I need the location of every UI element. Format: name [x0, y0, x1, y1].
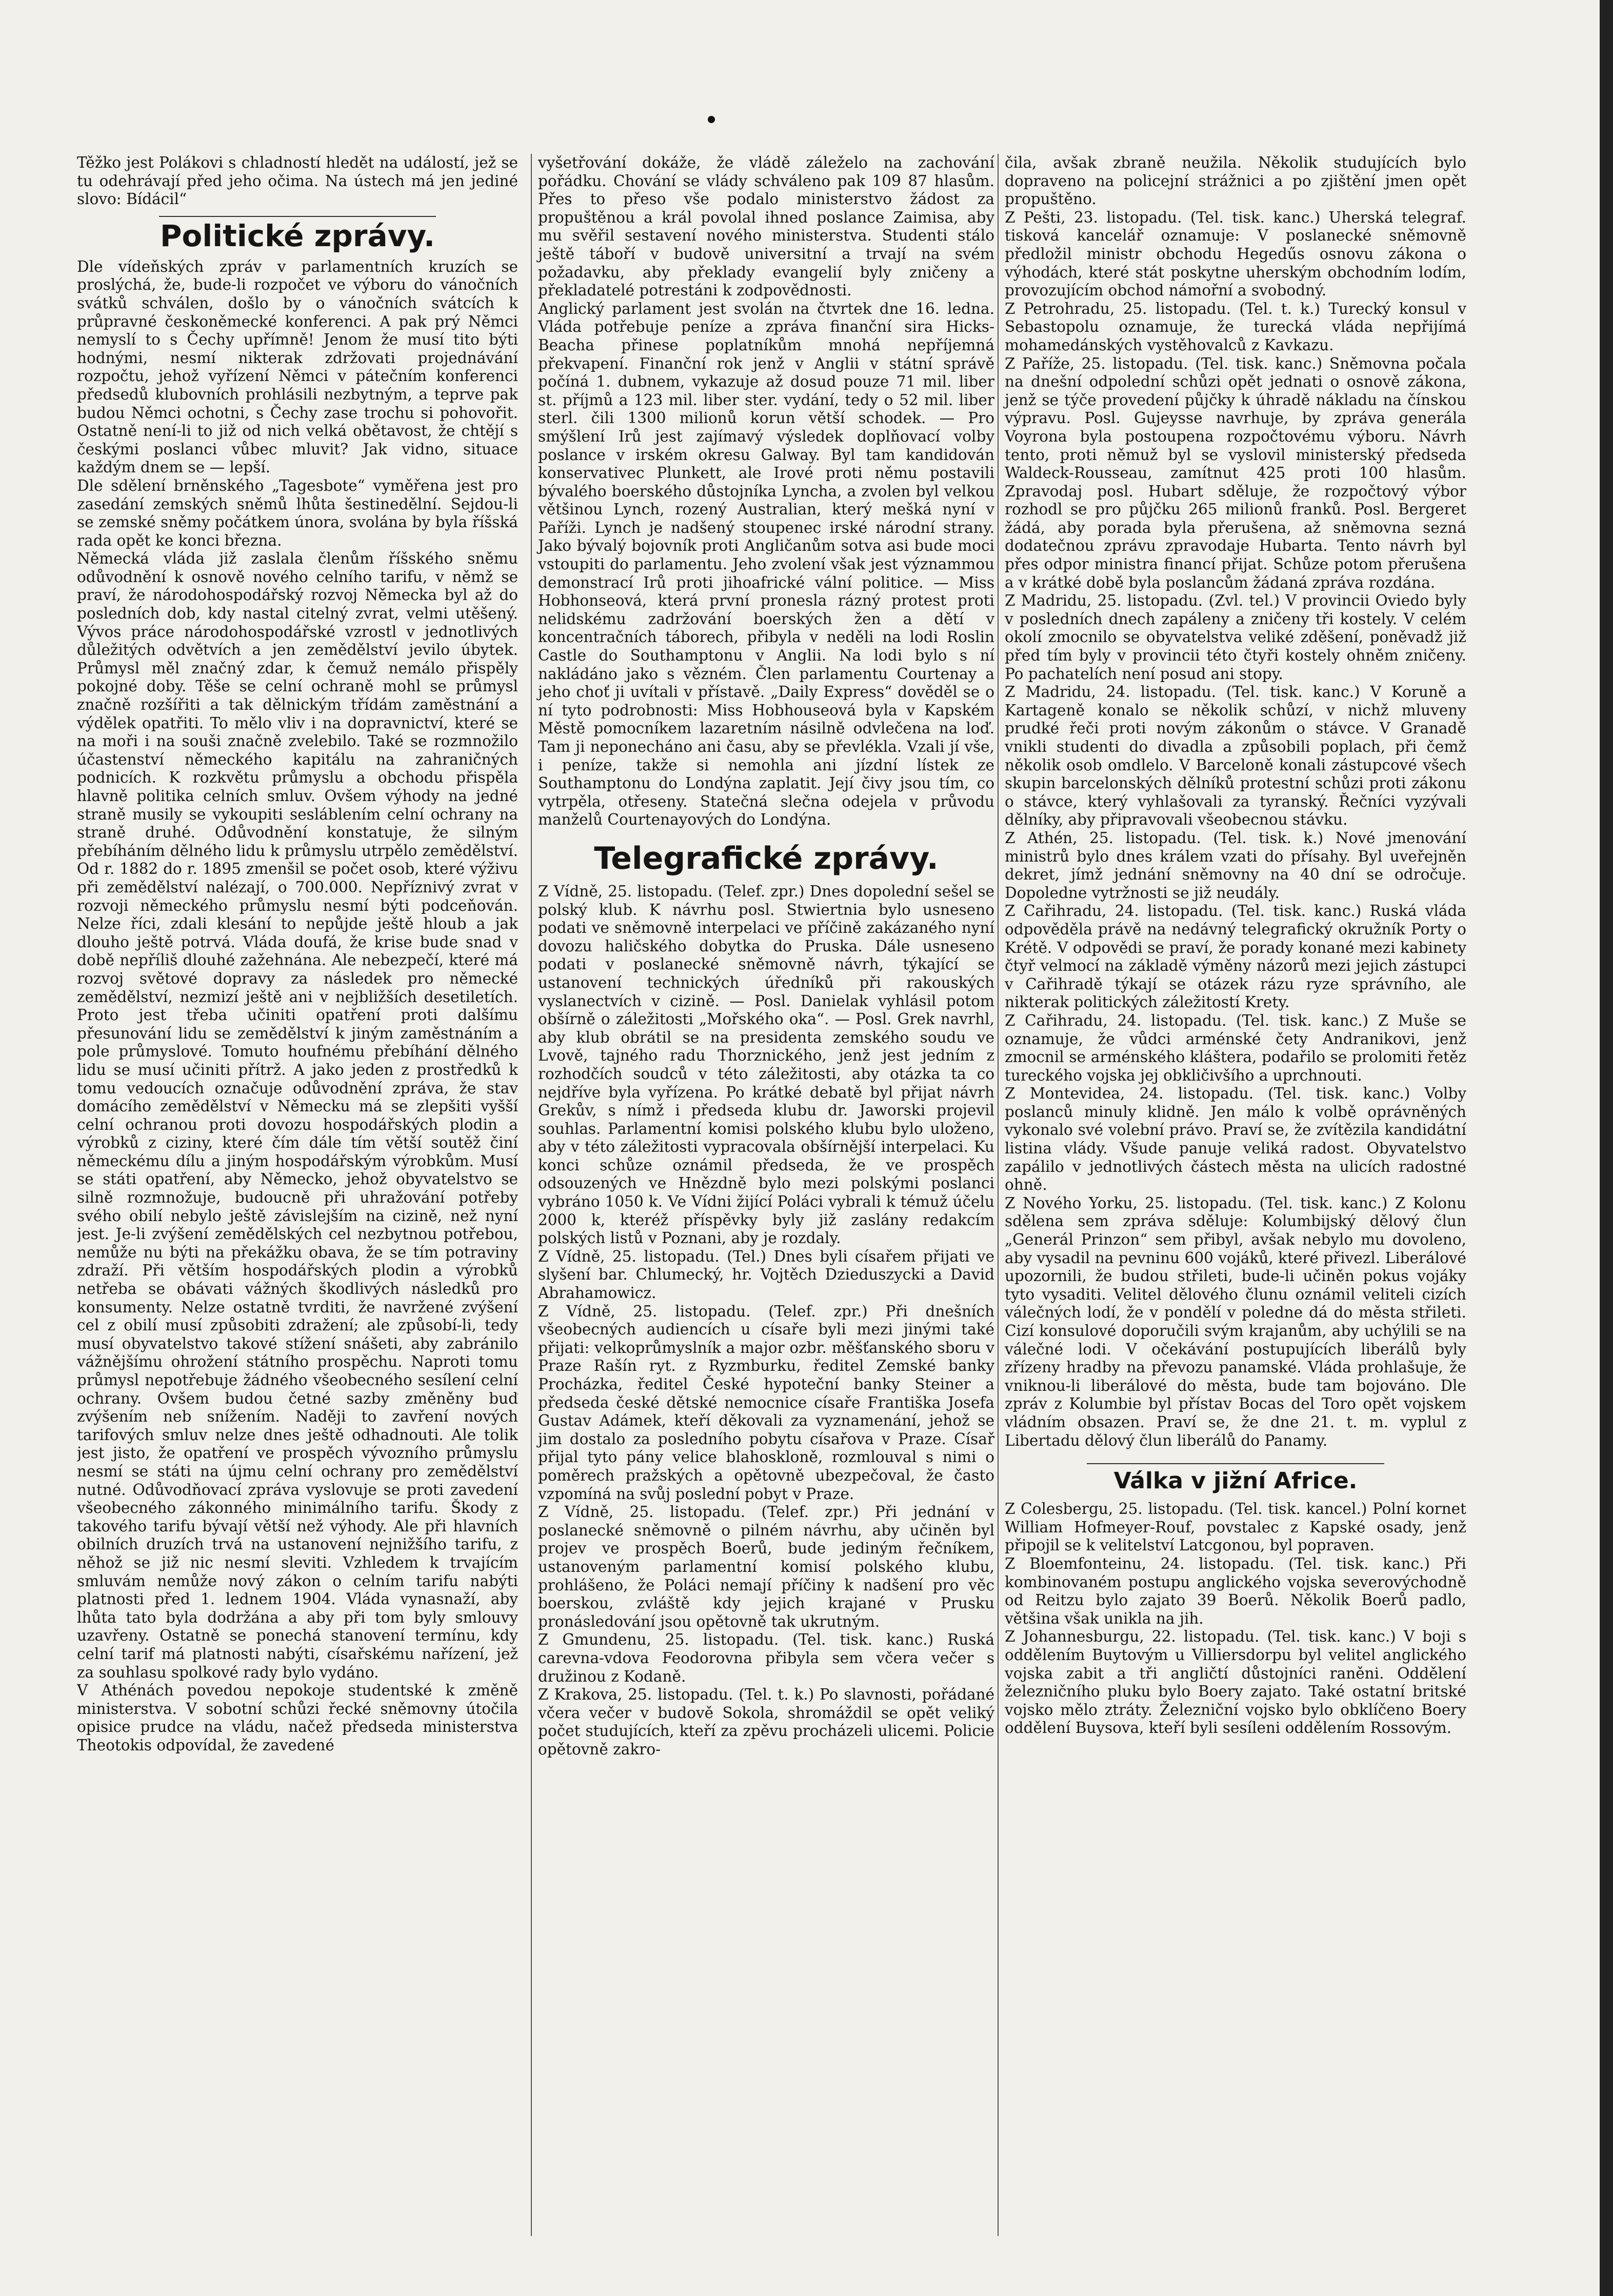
telegram-paragraph: Z Krakova, 25. listopadu. (Tel. t. k.) Po slavnosti, pořádané včera večer v budově Sokola, shromáždil se opět veliký počet studujících, kteří za zpěvu procházeli ulicemi. Policie opětovně zakro-	[538, 1686, 994, 1758]
war-paragraph: Z Colesbergu, 25. listopadu. (Tel. tisk. kancel.) Polní kornet William Hofmeyer-Rouf, povstalec z Kapské osady, jenž připojil se k velitelství Latcgonou, byl popraven.	[1005, 1500, 1466, 1554]
telegram-paragraph: Z Madridu, 25. listopadu. (Zvl. tel.) V provincii Oviedo byly v posledních dnech zapáleny a zničeny tři kostely. V celém okolí zmocnilo se obyvatelstva veliké zděšení, poněvadž již před tím byly v provincii této čtyři kostely ohněm zničeny. Po pachatelích není posud ani stopy.	[1005, 592, 1466, 683]
telegram-paragraph: Z Vídně, 25. listopadu. (Telef. zpr.) Při jednání v poslanecké sněmovně o pilném návrhu, aby učiněn byl projev ve prospěch Boerů, bude jediným řečníkem, ustanoveným parlamentní komisí polského klubu, prohlášeno, že Poláci nemají příčiny k nadšení pro věc boerskou, zvláště kdy jejich krajané v Prusku pronásledování jsou opětovně tak ukrutným.	[538, 1503, 994, 1630]
telegram-paragraph: čila, avšak zbraně neužila. Několik studujících bylo dopraveno na policejní strážnici a po zjištění jmen opět propuštěno.	[1005, 154, 1466, 208]
intro-paragraph: Těžko jest Polákovi s chladností hledět na událostí, jež se tu odehrávají před jeho očima. Na ústech má jen jediné slovo: Bídácil“	[77, 154, 518, 208]
article-paragraph: Německá vláda již zaslala členům říšského sněmu odůvodnění k osnově nového celního tarifu, v němž se praví, že národohospodářský rozvoj Německa byl až do posledních dob, kdy nastal citelný zvrat, velmi utěšený. Vývos práce národohospodářské vzrostl v jednotlivých důležitých odvětvích a jen zemědělství jevilo úbytek. Průmysl měl značný zdar, k čemuž nemálo přispěly pokojné doby. Těše se celní ochraně mohl se průmysl značně rozšířiti a tak dělnickým třídám zaměstnání a výdělek opatřiti. To mělo vliv i na dopravnictví, které se na moři i na souši značně zvelebilo. Také se rozmnožilo účastenství německého kapitálu na zahraničných podnicích. K rozkvětu průmyslu a obchodu přispěla hlavně politika celních smluv. Ovšem výhody na jedné straně musily se vykoupiti sesláblením celní ochrany na straně druhé. Odůvodnění konstatuje, že silným přebíháním dělného lidu k průmyslu utrpělo zemědělství. Od r. 1882 do r. 1895 zmenšil se počet osob, které výživu při zemědělství nalézají, o 700.000. Nepříznivý zvrat v rozvoji německého průmyslu nesmí býti podceňován. Nelze říci, zdali klesání to nepůjde ještě hloub a jak dlouho ještě potrvá. Vláda doufá, že krise bude snad v době nepříliš dlouhé zažehnána. Ale nebezpečí, které má rozvoj světové dopravy za následek pro německé zemědělství, nezmizí ještě ani v nejbližších desetiletích. Proto jest třeba učiniti opatření proti dalšímu přesunování lidu se zemědělství k jiným zaměstnáním a pole průmyslové. Tomuto houfnému přebíhání dělného lidu se musí učiniti přítrž. A jako jeden z prostředků k tomu vedoucích označuje odůvodnění zpráva, že stav domácího zemědělství v Německu má se zlepšiti vyšší celní ochranou proti dovozu hospodářských plodin a výrobků z ciziny, které čím dále tím větší soutěž činí německému dílu a jiným hospodářským výrobkům. Musí se státi opatření, aby Německo, jehož obyvatelstvo se silně rozmnožuje, budoucně při uhražování potřeby svého obilí nebylo ještě závislejším na cizině, než nyní jest. Je-li zvýšení zemědělských cel nezbytnou potřebou, nemůže nu býti na překážku obava, že se tím potraviny zdraží. Při větším hospodářských plodin a výrobků netřeba se obávati vážných škodlivých následků pro konsumenty. Nelze ostatně tvrditi, že navržené zvýšení cel z obilí musí způsobiti zdražení; ale způsobí-li, tedy musí obyvatelstvo takové stížení snášeti, aby zabránilo vážnějšímu ohrožení státního prospěchu. Naproti tomu průmysl nepotřebuje žádného všeobecného sesílení celní ochrany. Ovšem budou četné sazby změněny buď zvýšením neb snížením. Naději to zavření nových tarifových smluv nelze dnes ještě odhadnouti. Ale tolik jest jisto, že opatření ve prospěch vývozního průmyslu nesmí se státi na újmu celní ochrany pro zemědělství nutné. Odůvodňovací zpráva vyslovuje se proti zavedení všeobecného zákonného minimálního tarifu. Škody z takového tarifu bývají větší než výhody. Ale při hlavních obilních druzích trvá na ustanovení nejnižšího tarifu, z něhož se již nic nesmí sleviti. Vzhledem k trvajícím smluvám nemůže nový zákon o celním tarifu nabýti platnosti před 1. lednem 1904. Vláda vynasnaží, aby lhůta tato byla dodržána a aby při tom byly smlouvy uzavřeny. Ostatně se ponechá stanovení termínu, kdy celní tarif má platnosti nabýti, císařskému nařízení, jež za souhlasu spolkové rady bylo vydáno.	[77, 550, 518, 1681]
telegram-paragraph: Z Cařihradu, 24. listopadu. (Tel. tisk. kanc.) Z Muše se oznamuje, že vůdci arménské čety Andranikovi, jenž zmocnil se arménského kláštera, podařilo se prolomiti řetěz tureckého vojska jej obkličivšího a uprchnouti.	[1005, 1011, 1466, 1084]
article-paragraph: Dle vídeňských zpráv v parlamentních kruzích se proslýchá, že, bude-li rozpočet ve výboru do vánočních svátků schválen, došlo by o vánočních svátcích k průpravné českoněmecké konferenci. A pak prý Němci nemyslí to s Čechy upřímně! Jenom že musí tito býti hodnými, nesmí nikterak zdržovati projednávání rozpočtu, jehož vyřízení Němci v pátečním konferenci předsedů klubovních prohlásili nezbytným, a teprve pak budou Němci ochotni, s Čechy zase trochu si pohovořit. Ostatně není-li to již od nich velká obětavost, že chtějí s českými poslanci vůbec mluvit? Jak vidno, situace každým dnem se — lepší.	[77, 257, 518, 476]
telegram-paragraph: Z Vídně, 25. listopadu. (Telef. zpr.) Při dnešních všeobecných audiencích u císaře byli mezi jinými také přijati: velkoprůmyslník a major ozbr. měšťanského sboru v Praze Rašín ryt. z Ryzmburku, ředitel Zemské banky Procházka, ředitel České hypoteční banky Steiner a předseda české dětské nemocnice císaře Františka Josefa Gustav Adámek, kteří děkovali za vyznamenání, jehož se jim dostalo za posledního pobytu císařova v Praze. Císař přijal tyto pány velice blahoskloně, rozmlouval s nimi o poměrech pražských a opětovně ubezpečoval, že často vzpomíná na svůj poslední pobyt v Praze.	[538, 1302, 994, 1503]
ink-dot	[708, 116, 715, 123]
telegram-paragraph: Z Vídně, 25. listopadu. (Telef. zpr.) Dnes dopolední sešel se polský klub. K návrhu posl. Stwiertnia bylo usneseno podati ve sněmovně interpelaci ve příčině zakázaného nyní dovozu haličského dobytka do Pruska. Dále usneseno podati v poslanecké sněmovně návrh, týkající se ustanovení technických úředníků při rakouských vyslanectvích v cizině. — Posl. Danielak vyhlásil potom obšírně o záležitosti „Mořského oka“. — Posl. Grek navrhl, aby klub obrátil se na presidenta zemského soudu ve Lvově, tajného radu Thorznického, jenž jest jedním z rozhodčích soudců v této záležitosti, aby otázka ta co nejdříve byla vyřízena. Po krátké debatě byl přijat návrh Grekův, s nímž i předseda klubu dr. Jaworski projevil souhlas. Parlamentní komisi polského klubu bylo uloženo, aby v této záležitosti vypracovala obšírnější interpelaci. Ku konci schůze oznámil předseda, že ve prospěch odsouzených ve Hnězdně bylo mezi polskými poslanci vybráno 1050 k. Ve Vídni žijící Poláci vybrali k témuž účelu 2000 k, kteréž příspěvky byly již zaslány redakcím polských listů v Poznani, aby je rozdaly.	[538, 882, 994, 1247]
telegram-paragraph: Z Gmundenu, 25. listopadu. (Tel. tisk. kanc.) Ruská carevna-vdova Feodorovna přibyla sem včera večer s družinou z Kodaně.	[538, 1631, 994, 1685]
article-paragraph: Anglický parlament jest svolán na čtvrtek dne 16. ledna. Vláda potřebuje peníze a zpráva finanční sira Hicks-Beacha přinese poplatníkům mnohá nepříjemná překvapení. Finanční rok jenž v Anglii v státní správě počíná 1. dubnem, vykazuje až dosud pouze 71 mil. liber st. příjmů a 123 mil. liber ster. vydání, tedy o 52 mil. liber sterl. čili 1300 milionů korun větší schodek. — Pro smýšlení Irů jest zajímavý výsledek doplňovací volby poslance v irském okresu Galway. Byl tam kandidován konservativec Plunkett, ale Irové proti němu postavili bývalého boerského důstojníka Lyncha, a zvolen byl velkou většinou Lynch, rozený Australian, který mešká nyní v Paříži. Lynch je nadšený stoupenec irské národní strany. Jako bývalý bojovník proti Angličanům sotva asi bude moci vstoupiti do parlamentu. Jeho zvolení však jest význammou demonstrací Irů proti jihoafrické vální politice. — Miss Hobhonseová, která první pronesla rázný protest proti nelidskému zadržování boerských žen a dětí v koncentračních táborech, přibyla v neděli na lodi Roslin Castle do Southamptonu v Anglii. Na lodi bylo s ní nakládáno jako s vězném. Člen parlamentu Courtenay a jeho choť ji uvítali v přístavě. „Daily Express“ dověděl se o ní tyto podrobnosti: Miss Hobhouseová byla v Kapském Městě pomocníkem lazaretním násilně odvlečena na loď. Tam ji neponecháno ani času, aby se převlékla. Vzali jí vše, i peníze, takže si nemohla ani jízdní lístek ze Southamptonu do Londýna zaplatit. Její čivy jsou tím, co vytrpěla, otřeseny. Statečná slečna odejela v průvodu manželů Courtenayových do Londýna.	[538, 300, 994, 829]
telegram-paragraph: Z Petrohradu, 25. listopadu. (Tel. t. k.) Turecký konsul v Sebastopolu oznamuje, že turecká vláda nepřijímá mohamedánských vystěhovalců z Kavkazu.	[1005, 300, 1466, 354]
telegram-paragraph: Z Cařihradu, 24. listopadu. (Tel. tisk. kanc.) Ruská vláda odpověděla právě na nedávný telegrafický okružník Porty o Krétě. V odpovědi se praví, že porady konané mezi kabinety čtyř velmocí na základě výměny názorů mezi jejich zástupci v Cařihradě týkají se otázek rázu ryze správního, ale nikterak politických záležitostí Krety.	[1005, 902, 1466, 1011]
article-paragraph: Dle sdělení brněnského „Tagesbote“ vyměřena jest pro zasedání zemských sněmů lhůta šestinedělní. Sejdou-li se zemské sněmy počátkem února, svolána by byla říšská rada opět ke konci března.	[77, 476, 518, 549]
section-title-valka: Válka v jižní Africe.	[1087, 1463, 1384, 1495]
section-title-telegraficke: Telegrafické zprávy.	[594, 840, 939, 876]
column-2	[531, 154, 994, 2236]
section-title-politicke: Politické zprávy.	[159, 216, 436, 253]
article-paragraph: vyšetřování dokáže, že vládě záleželo na zachování pořádku. Chování se vlády schváleno pak 109 87 hlasům. Přes to přeso vše podalo ministerstvo žádost za propuštěnou a král povolal ihned poslance Zaimisa, aby mu svěřil sestavení nového ministerstva. Studenti stálo ještě táboří v budově universitní a trvají na svém požadavku, aby překlady evangelií byly zničeny a překladatelé potrestáni k zodpovědnosti.	[538, 154, 994, 300]
telegram-paragraph: Z Pešti, 23. listopadu. (Tel. tisk. kanc.) Uherská telegraf. tisková kancelář oznamuje: V poslanecké sněmovně předložil ministr obchodu Hegedűs osnovu zákona o výhodách, které stát poskytne uherským obchodním lodím, provozujícím obchod námořní a svobodný.	[1005, 208, 1466, 300]
column-3	[998, 154, 1466, 2236]
telegram-paragraph: Z Montevidea, 24. listopadu. (Tel. tisk. kanc.) Volby poslanců minuly klidně. Jen málo k volbě oprávněných vykonalo své volební právo. Praví se, že zvítězila kandidátní listina vlády. Všude panuje veliká radost. Obyvatelstvo zapálilo v jednotlivých částech města na ulicích radostné ohně.	[1005, 1085, 1466, 1194]
telegram-paragraph: Z Athén, 25. listopadu. (Tel. tisk. k.) Nové jmenování ministrů bylo dnes králem vzati do přísahy. Byl uveřejněn dekret, jímž jednání sněmovny na 40 dní se odročuje. Dopoledne vytržnosti se již neudály.	[1005, 829, 1466, 902]
war-paragraph: Z Bloemfonteinu, 24. listopadu. (Tel. tisk. kanc.) Při kombinovaném postupu anglického vojska severovýchodně od Reitzu bylo zajato 39 Boerů. Několik Boerů padlo, většina však unikla na jih.	[1005, 1554, 1466, 1627]
telegram-paragraph: Z Paříže, 25. listopadu. (Tel. tisk. kanc.) Sněmovna počala na dnešní odpolední schůzi opět jednati o osnově zákona, jenž se týče provedení půjčky k úhradě nákladu na čínskou výpravu. Posl. Gujeysse navrhuje, by zpráva generála Voyrona byla postoupena rozpočtovému výboru. Návrh tento, proti němuž byl se vyslovil ministerský předseda Waldeck-Rousseau, zamítnut 425 proti 100 hlasům. Zpravodaj posl. Hubart sděluje, že rozpočtový výbor rozhodl se pro půjčku 265 milionů franků. Posl. Bergeret žádá, aby porada byla přerušena, až sněmovna sezná dodatečnou zprávu zpravodaje Hubarta. Tento návrh byl přes odpor ministra financí přijat. Schůze potom přerušena a v krátké době byla poslancům žádaná zpráva rozdána.	[1005, 354, 1466, 591]
column-1	[77, 154, 518, 2236]
war-paragraph: Z Johannesburgu, 22. listopadu. (Tel. tisk. kanc.) V boji s oddělením Buytovým u Villiersdorpu byl velitel anglického vojska zabit a tři angličtí důstojníci raněni. Oddělení železničního pluku bylo Boery zajato. Také ostatní britské vojsko mělo ztráty. Železniční vojsko bylo obklíčeno Boery oddělení Buysova, kteří byli sesíleni oddělením Rossovým.	[1005, 1628, 1466, 1737]
telegram-paragraph: Z Vídně, 25. listopadu. (Tel.) Dnes byli císařem přijati ve slyšení bar. Chlumecký, hr. Vojtěch Dzieduszycki a David Abrahamowicz.	[538, 1247, 994, 1302]
article-paragraph: V Athénách povedou nepokoje studentské k změně ministerstva. V sobotní schůzi řecké sněmovny útočila opisice prudce na vládu, načež předseda ministerstva Theotokis odpovídal, že zavedené	[77, 1682, 518, 1754]
telegram-paragraph: Z Madridu, 24. listopadu. (Tel. tisk. kanc.) V Koruně a Kartageně konalo se několik schůzí, v nichž mluveny prudké řeči proti novým zákonům o stávce. V Granadě vnikli studenti do divadla a způsobili poplach, při čemž několik osob omdlelo. V Barceloně konali zástupcové všech skupin barcelonských dělníků protestní schůzi proti zákonu o stávce, který vyhlašovali za tyranský. Řečníci vyzývali dělníky, aby připravovali všeobecnou stávku.	[1005, 683, 1466, 829]
page-edge	[1600, 0, 1613, 2296]
telegram-paragraph: Z Nového Yorku, 25. listopadu. (Tel. tisk. kanc.) Z Kolonu sdělena sem zpráva sděluje: Kolumbijský dělový člun „Generál Prinzon“ sem přibyl, avšak nebylo mu dovoleno, aby vysadil na pevninu 600 vojáků, které přivezl. Liberálové upozornili, že budou střileti, bude-li učiněn pokus vojáky tyto vysaditi. Velitel dělového člunu oznámil veliteli cizích válečných lodí, že v pondělí v poledne dá do města střileti. Cizí konsulové doporučili svým krajanům, aby uchýlili se na válečné lodi. V očekávání postupujících liberálů byly zřízeny hradby na převozu panamské. Vláda prohlašuje, že vniknou-li liberálové do města, bude tam bojováno. Dle zpráv z Kolumbie byl přístav Bocas del Toro opět vojskem vládním obsazen. Praví se, že dne 21. t. m. vyplul z Libertadu dělový člun liberálů do Panamy.	[1005, 1194, 1466, 1449]
